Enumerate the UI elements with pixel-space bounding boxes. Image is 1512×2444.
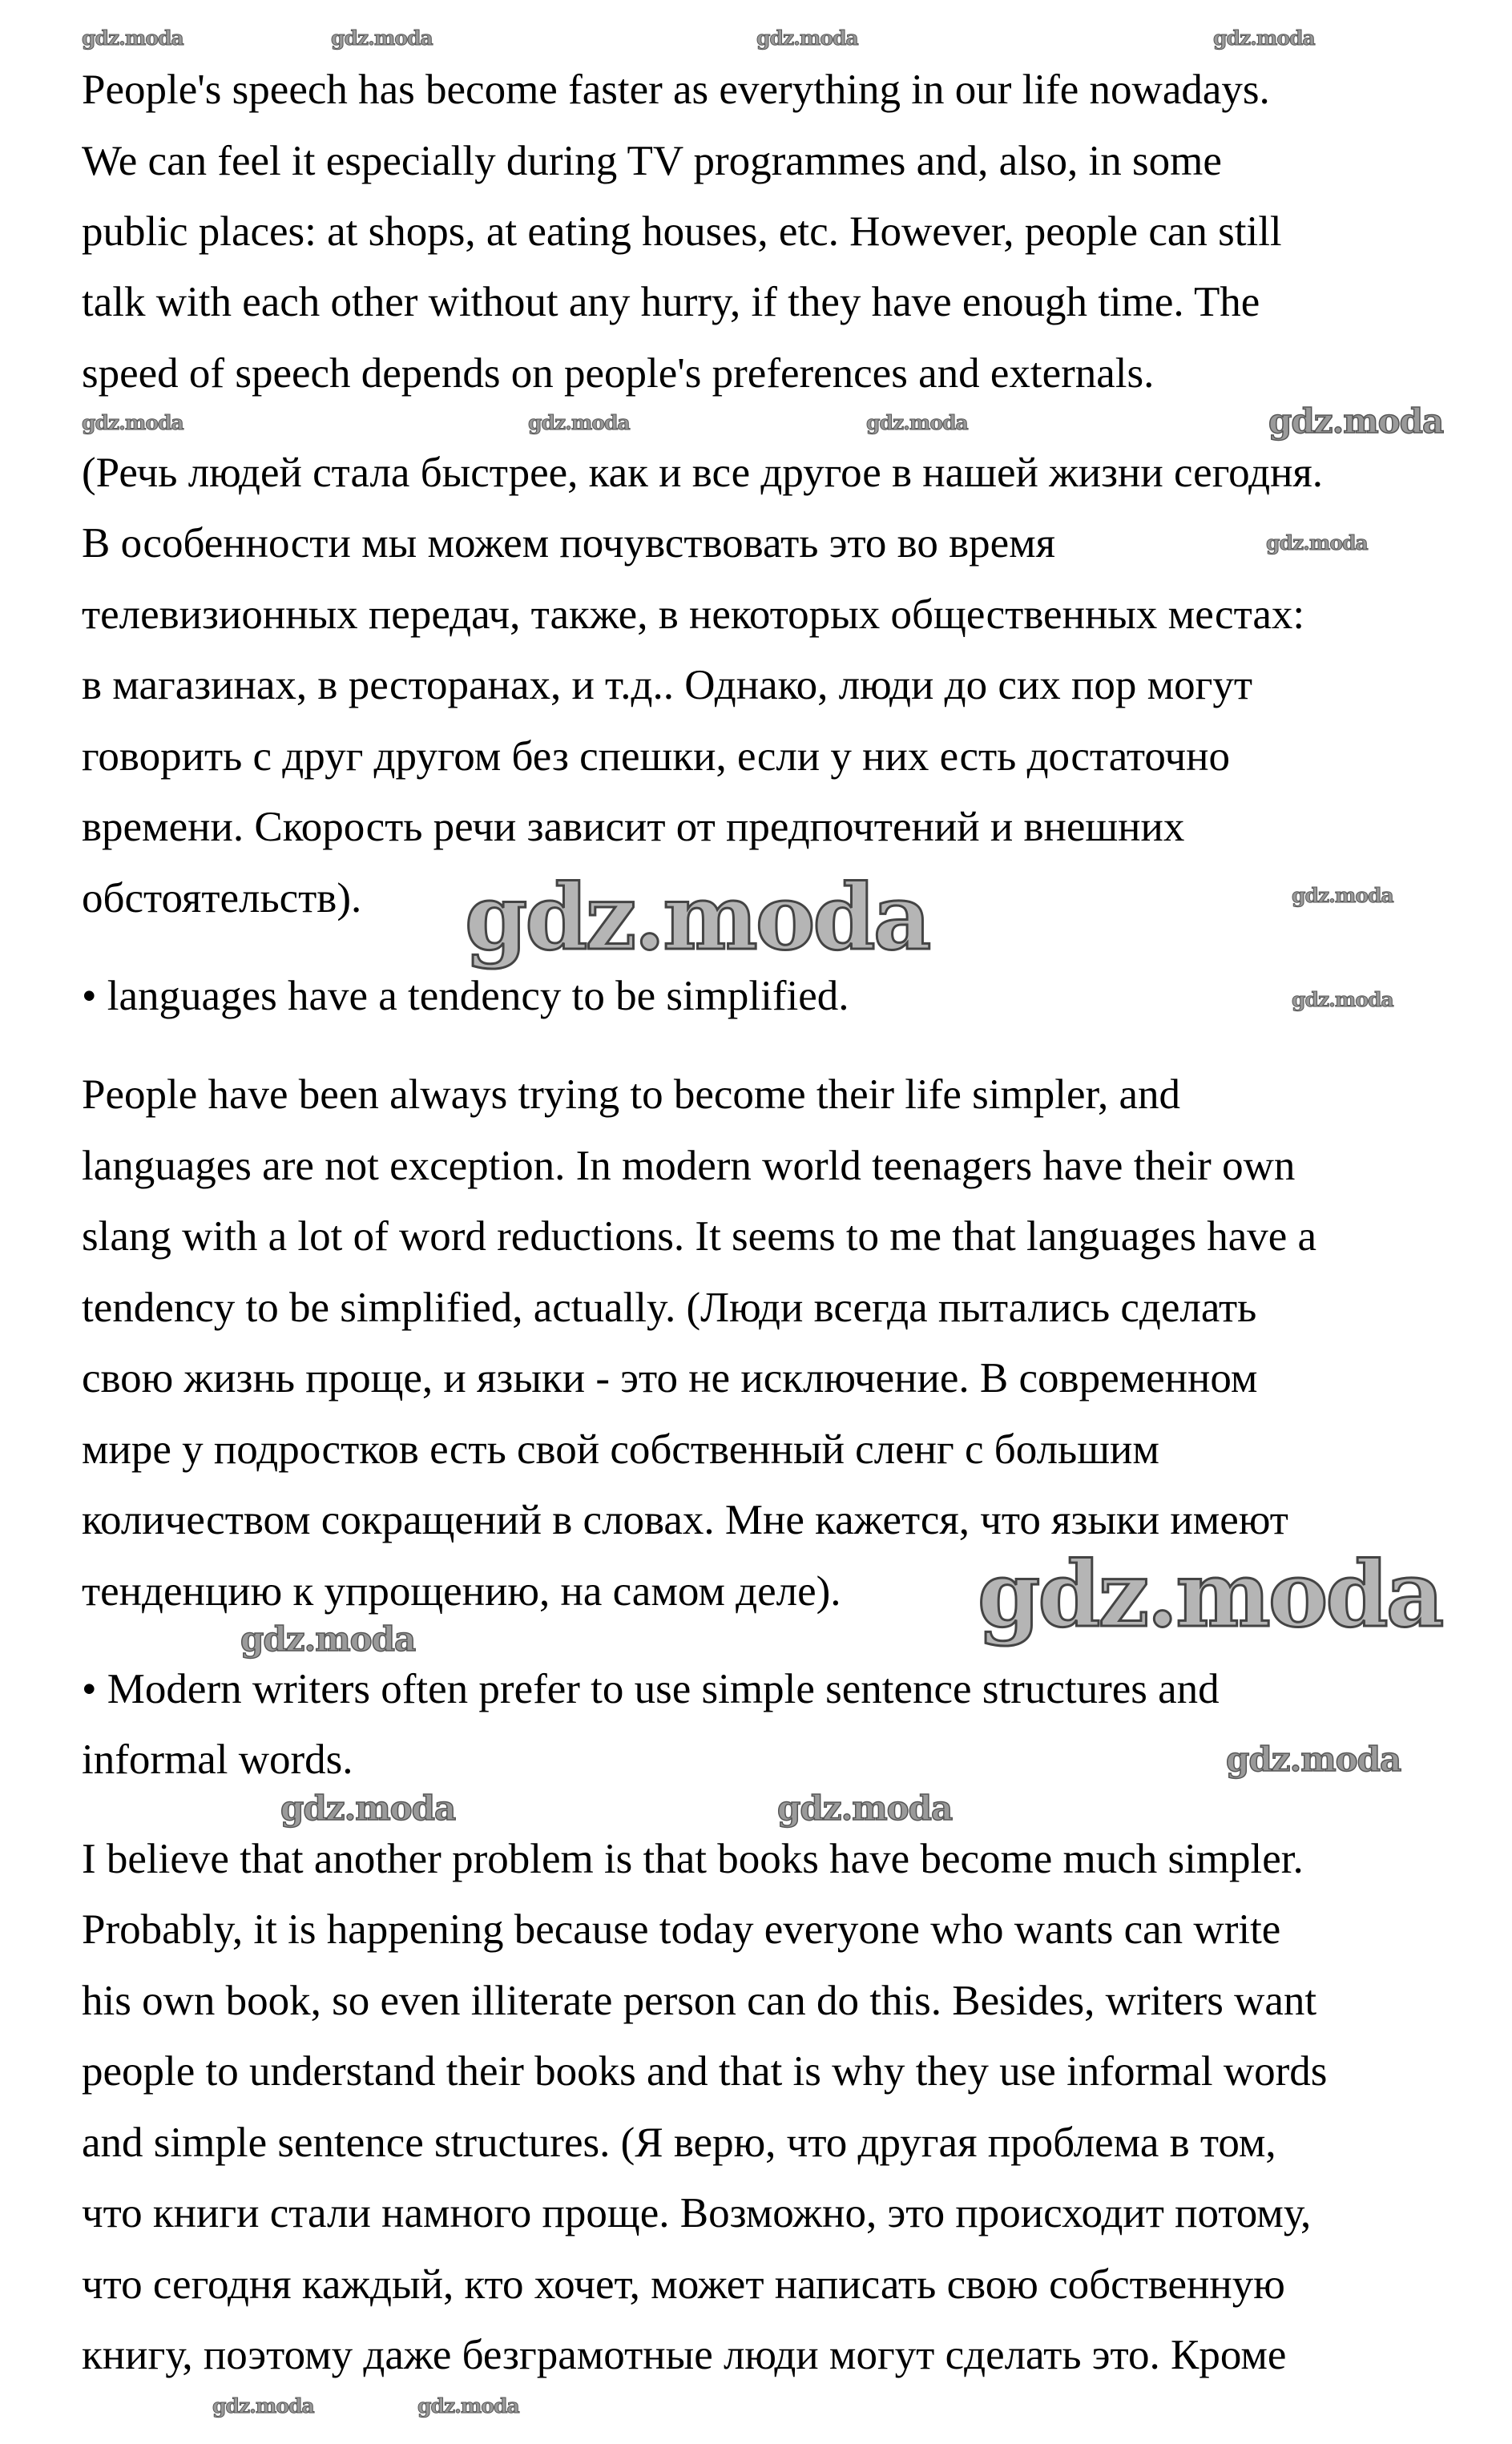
- watermark: gdz.moda: [1268, 401, 1444, 441]
- text-line: people to understand their books and that is why they use informal words: [82, 2048, 1328, 2095]
- text-line: что сегодня каждый, кто хочет, может написать свою собственную: [82, 2261, 1285, 2308]
- text-line: • Modern writers often prefer to use simple sentence structures and: [82, 1666, 1220, 1712]
- watermark: gdz.moda: [866, 411, 968, 434]
- watermark: gdz.moda: [777, 1789, 953, 1828]
- text-line: телевизионных передач, также, в некоторых общественных местах:: [82, 591, 1305, 638]
- text-line: обстоятельств).: [82, 875, 362, 922]
- text-line: тенденцию к упрощению, на самом деле).: [82, 1568, 841, 1615]
- text-line: talk with each other without any hurry, if they have enough time. The: [82, 279, 1260, 325]
- text-line: что книги стали намного проще. Возможно, это происходит потому,: [82, 2190, 1312, 2236]
- text-line: • languages have a tendency to be simplified.: [82, 973, 849, 1019]
- watermark: gdz.moda: [212, 2394, 314, 2418]
- text-line: languages are not exception. In modern world teenagers have their own: [82, 1143, 1296, 1189]
- text-line: public places: at shops, at eating houses, etc. However, people can still: [82, 208, 1282, 255]
- text-line: свою жизнь проще, и языки - это не исключение. В современном: [82, 1355, 1258, 1401]
- text-line: в магазинах, в ресторанах, и т.д.. Однако, люди до сих пор могут: [82, 662, 1253, 708]
- watermark: gdz.moda: [1213, 26, 1315, 50]
- watermark: gdz.moda: [82, 26, 183, 50]
- text-line: говорить с друг другом без спешки, если у них есть достаточно: [82, 733, 1230, 780]
- watermark-large: gdz.moda: [978, 1543, 1442, 1647]
- watermark: gdz.moda: [1226, 1740, 1401, 1779]
- text-line: speed of speech depends on people's preferences and externals.: [82, 350, 1155, 397]
- watermark: gdz.moda: [756, 26, 858, 50]
- text-line: I believe that another problem is that books have become much simpler.: [82, 1836, 1304, 1882]
- text-line: his own book, so even illiterate person can do this. Besides, writers want: [82, 1978, 1317, 2024]
- text-line: Probably, it is happening because today everyone who wants can write: [82, 1906, 1281, 1953]
- watermark: gdz.moda: [528, 411, 630, 434]
- text-line: informal words.: [82, 1736, 353, 1783]
- text-line: We can feel it especially during TV programmes and, also, in some: [82, 138, 1222, 184]
- text-line: People have been always trying to become their life simpler, and: [82, 1071, 1181, 1118]
- watermark-large: gdz.moda: [465, 865, 929, 970]
- watermark: gdz.moda: [1292, 884, 1393, 907]
- watermark: gdz.moda: [280, 1789, 456, 1828]
- text-line: книгу, поэтому даже безграмотные люди могут сделать это. Кроме: [82, 2332, 1287, 2378]
- watermark: gdz.moda: [1266, 531, 1368, 555]
- text-line: В особенности мы можем почувствовать это во время: [82, 520, 1056, 567]
- watermark: gdz.moda: [331, 26, 433, 50]
- text-line: мире у подростков есть свой собственный сленг с большим: [82, 1426, 1159, 1473]
- watermark: gdz.moda: [82, 411, 183, 434]
- text-line: времени. Скорость речи зависит от предпочтений и внешних: [82, 804, 1185, 850]
- text-line: (Речь людей стала быстрее, как и все другое в нашей жизни сегодня.: [82, 450, 1324, 496]
- watermark: gdz.moda: [240, 1619, 416, 1659]
- text-line: and simple sentence structures. (Я верю, что другая проблема в том,: [82, 2119, 1276, 2166]
- text-line: количеством сокращений в словах. Мне кажется, что языки имеют: [82, 1497, 1288, 1543]
- text-line: slang with a lot of word reductions. It seems to me that languages have a: [82, 1213, 1317, 1260]
- text-line: tendency to be simplified, actually. (Люди всегда пытались сделать: [82, 1285, 1257, 1331]
- watermark: gdz.moda: [417, 2394, 519, 2418]
- watermark: gdz.moda: [1292, 988, 1393, 1011]
- text-line: People's speech has become faster as everything in our life nowadays.: [82, 67, 1270, 113]
